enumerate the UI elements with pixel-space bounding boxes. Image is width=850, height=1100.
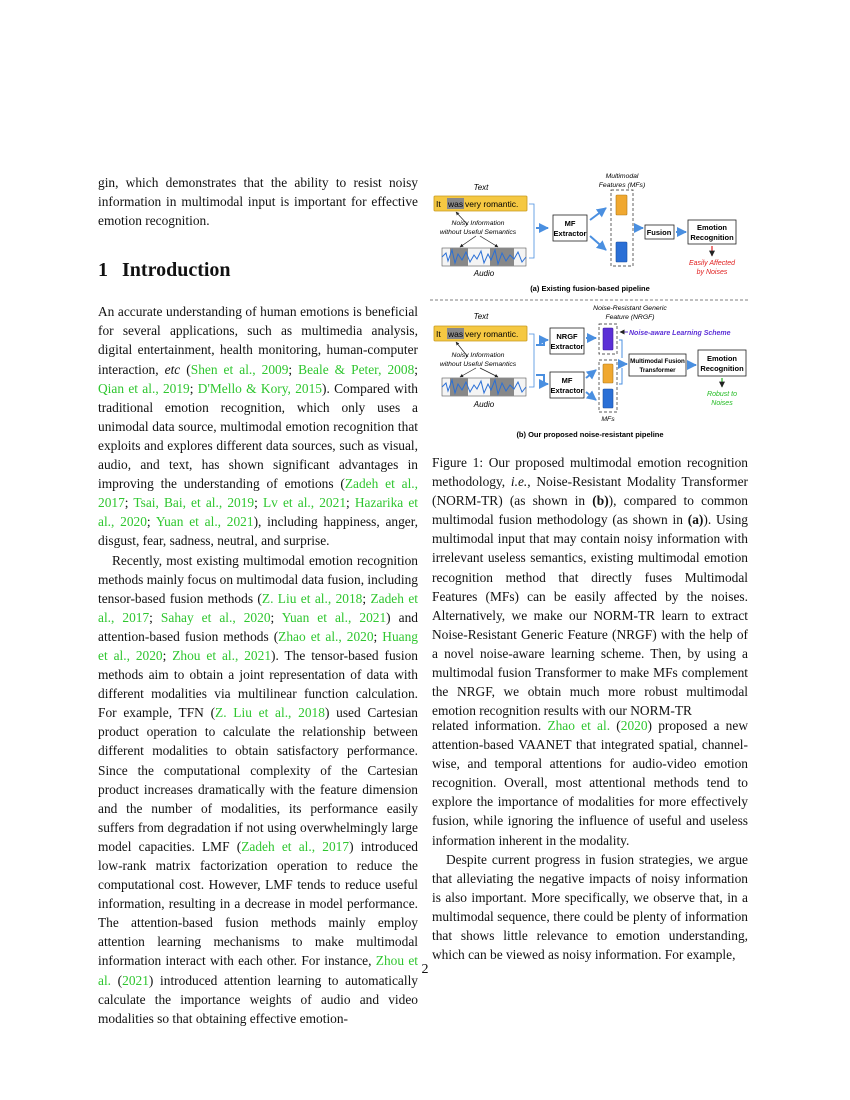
citation-link[interactable]: Zadeh et al., 2017	[98, 476, 418, 511]
audio-noise-b	[450, 378, 468, 396]
mft-label: Multimodal Fusion	[630, 358, 685, 365]
text-run: ;	[189, 380, 198, 396]
citation-link[interactable]: Yuan et al., 2021	[155, 514, 254, 530]
mfs-label: MFs	[601, 416, 615, 423]
citation-link[interactable]: Sahay et al., 2020	[160, 609, 271, 625]
robust-label: Noises	[711, 400, 733, 407]
text-run: (	[610, 718, 621, 733]
right-paragraph-2: Despite current progress in fusion strategies, we argue that alleviating the negative impacts of noisy information is also important. More specifically, we observe that, in a multimodal sequence, there could be plenty of information that shows little relevance to emotion understanding, which can be viewed as noisy information. For example,	[432, 851, 748, 963]
text-noise-b: was	[448, 329, 464, 339]
citation-link[interactable]: Shen et al., 2009	[190, 361, 289, 377]
citation-link[interactable]: Lv et al., 2021	[262, 495, 347, 511]
mf-extractor-label: MF	[564, 219, 576, 228]
citation-link[interactable]: Z. Liu et al., 2018	[215, 705, 325, 721]
citation-link[interactable]: Tsai, Bai, et al., 2019	[133, 495, 255, 511]
emotion-recognition-label: Emotion	[707, 354, 737, 363]
audio-noise-a	[490, 248, 514, 266]
citation-link[interactable]: Zadeh et al., 2017	[98, 590, 418, 625]
text-feature-b	[603, 364, 613, 383]
citation-link[interactable]: D'Mello & Kory, 2015	[197, 380, 322, 396]
intro-fragment: gin, which demonstrates that the ability to resist noisy information in multimodal input is important for effective emotion recognition.	[98, 175, 418, 229]
emotion-recognition-label: Emotion	[697, 223, 727, 232]
text-run: ). The tensor-based fusion methods aim to obtain a joint representation of data with different modalities via multilinear function calculation. For example, TFN (	[98, 647, 418, 721]
text-run: ) introduced low-rank matrix factorization operation to reduce the computational cost. However, LMF tends to reduce useful information, resulting in a decrease in model performance. The attention-based fusion methods mainly employ attention learning mechanisms to make multimodal information interact with each other. For instance,	[98, 838, 419, 969]
noisy-info-2-a: without Useful Semantics	[439, 229, 517, 236]
subfigure-caption-b: (b) Our proposed noise-resistant pipeline	[516, 430, 664, 439]
section-heading	[98, 258, 418, 282]
citation-link[interactable]: Hazarika et al., 2020	[98, 495, 418, 530]
nrgf-extractor-label: Extractor	[550, 342, 584, 351]
citation-link[interactable]: Beale & Peter, 2008	[298, 361, 415, 377]
robust-label: Robust to	[707, 391, 737, 398]
text-run: ;	[124, 495, 134, 511]
citation-link[interactable]: Zhou et al.	[98, 953, 418, 988]
text-run: ;	[414, 361, 418, 377]
text-run: ;	[346, 495, 355, 511]
text-run: i.e.	[510, 474, 528, 490]
noisy-info-1-b: Noisy Information	[451, 352, 505, 359]
figure-1	[428, 170, 753, 445]
nrgf-extractor-label: NRGF	[556, 332, 578, 341]
section-number: 1	[98, 259, 108, 282]
text-label-a: Text	[473, 183, 489, 192]
citation-link[interactable]: 2020	[620, 718, 648, 733]
text-run: ;	[149, 609, 161, 625]
text-run: Recently, most existing multimodal emotion recognition methods mainly focus on multimodal data fusion, including tensor-based fusion methods (	[98, 552, 418, 606]
left-column	[98, 173, 418, 1028]
noise-aware-scheme-label: Noise-aware Learning Scheme	[629, 330, 731, 337]
caption-text	[432, 453, 748, 720]
text-run: (a)	[687, 512, 704, 528]
text-post-b: very romantic.	[465, 329, 519, 339]
citation-link[interactable]: 2021	[122, 972, 149, 988]
text-run: ;	[146, 514, 156, 530]
text-run: , Noise-Resistant Modality Transformer (NORM-TR) (as shown in	[432, 474, 748, 509]
text-run: related information.	[432, 718, 548, 733]
text-run: An accurate understanding of human emotions is beneficial for several applications, such as multimedia analysis, digital entertainment, health monitoring, human-computer interaction,	[98, 304, 418, 377]
text-run: ) proposed a new attention-based VAANET that integrated spatial, channel-wise, and temporal attentions for audio-video emotion recognition. Overall, most attentional methods tend to explore the importance of modalities for more effectively fusion, while ignoring the influence of useful and useless information inherent in the modality.	[432, 718, 748, 848]
citation-link[interactable]: Zhou et al., 2021	[172, 647, 272, 663]
mf-extractor-label: MF	[561, 376, 573, 385]
audio-noise-a	[450, 248, 468, 266]
text-run: ), including happiness, anger, disgust, fear, sadness, neutral, and surprise.	[98, 514, 418, 549]
text-run: (b)	[592, 493, 609, 509]
text-run: ;	[270, 609, 282, 625]
text-feature-a	[616, 195, 627, 215]
mf-extractor-label: Extractor	[550, 386, 584, 395]
text-run: ) used Cartesian product operation to calculate the relationship between different modalities to obtain satisfactory performance. Since the computational complexity of the Cartesian product increases dramatically with the feature dimension and the number of modalities, its performance easily suffers from degradation if not using overwhelmingly large model capacities. LMF (	[98, 705, 418, 854]
text-run: ), compared to common multimodal fusion methodology (as shown in	[432, 493, 748, 528]
nrgf-label: Noise-Resistant Generic	[593, 305, 667, 312]
citation-link[interactable]: Huang et al., 2020	[98, 628, 418, 663]
nrgf-label: Feature (NRGF)	[605, 314, 655, 321]
emotion-recognition-label: Recognition	[690, 233, 734, 242]
mf-label: Features (MFs)	[598, 182, 646, 189]
text-noise-a: was	[448, 199, 464, 209]
mf-extractor-label: Extractor	[553, 229, 587, 238]
text-run: ) introduced attention learning to automatically calculate the importance weights of audio and video modalities so that obtaining effective emotion-	[98, 972, 418, 1026]
intro-paragraph-1	[98, 302, 418, 550]
mf-label: Multimodal	[605, 173, 639, 180]
text-run: etc	[164, 361, 181, 377]
text-run: ) and attention-based fusion methods (	[98, 609, 418, 644]
audio-label-b: Audio	[473, 400, 495, 409]
emotion-recognition-label: Recognition	[700, 364, 744, 373]
text-run: ). Using multimodal input that may contain noisy information with irrelevant useless semantics, existing multimodal emotion recognition method that directly fuses Multimodal Features (MFs) can be easily affected by the noises. Alternatively, we make our NORM-TR learn to extract Noise-Resistant Generic Feature (NRGF) with the help of a novel noise-aware learning scheme. Then, by using a multimodal fusion Transformer to make MFs complement the NRGF, we obtain much more robust multimodal emotion recognition results with our NORM-TR	[432, 512, 749, 719]
text-run: ;	[362, 590, 371, 606]
fusion-label: Fusion	[646, 228, 672, 237]
text-run: ;	[162, 647, 173, 663]
text-run: ). Compared with traditional emotion recognition, which only uses a unimodal data source, multimodal emotion recognition that exploits and explores different data sources, such as visual, audio, and text, has shown significant advantages in improving the understanding of emotions (	[98, 380, 418, 492]
text-post-a: very romantic.	[465, 199, 519, 209]
audio-feature-a	[616, 242, 627, 262]
citation-link[interactable]: Zadeh et al., 2017	[241, 838, 350, 854]
right-column	[432, 716, 748, 964]
citation-link[interactable]: Z. Liu et al., 2018	[261, 590, 363, 606]
noisy-info-1-a: Noisy Information	[451, 220, 505, 227]
nrgf-feature	[603, 328, 613, 350]
subfigure-caption-a: (a) Existing fusion-based pipeline	[530, 284, 650, 293]
easily-affected-label: by Noises	[696, 269, 728, 276]
figure-1-diagram	[428, 170, 753, 445]
section-title: Introduction	[122, 259, 231, 282]
audio-feature-b	[603, 389, 613, 408]
text-run: (	[180, 361, 191, 377]
text-label-b: Text	[473, 312, 489, 321]
right-paragraph-1	[432, 716, 748, 850]
text-run: ;	[373, 628, 383, 644]
noisy-info-2-b: without Useful Semantics	[439, 361, 517, 368]
page-number: 2	[421, 962, 429, 977]
citation-link[interactable]: Zhao et al., 2020	[278, 628, 374, 644]
text-run: (	[111, 972, 123, 988]
audio-label-a: Audio	[473, 269, 495, 278]
citation-link[interactable]: Qian et al., 2019	[98, 380, 190, 396]
figure-caption	[432, 453, 748, 720]
citation-link[interactable]: Yuan et al., 2021	[281, 609, 387, 625]
text-pre-a: It	[436, 199, 441, 209]
text-run: ;	[288, 361, 299, 377]
audio-noise-b	[490, 378, 514, 396]
intro-paragraph-2	[98, 551, 418, 1028]
easily-affected-label: Easily Affected	[688, 260, 736, 267]
text-run: Figure 1: Our proposed multimodal emotion recognition methodology,	[432, 455, 748, 490]
text-pre-b: It	[436, 329, 441, 339]
citation-link[interactable]: Zhao et al.	[547, 718, 611, 733]
text-run: ;	[254, 495, 263, 511]
mft-label: Transformer	[639, 367, 676, 374]
